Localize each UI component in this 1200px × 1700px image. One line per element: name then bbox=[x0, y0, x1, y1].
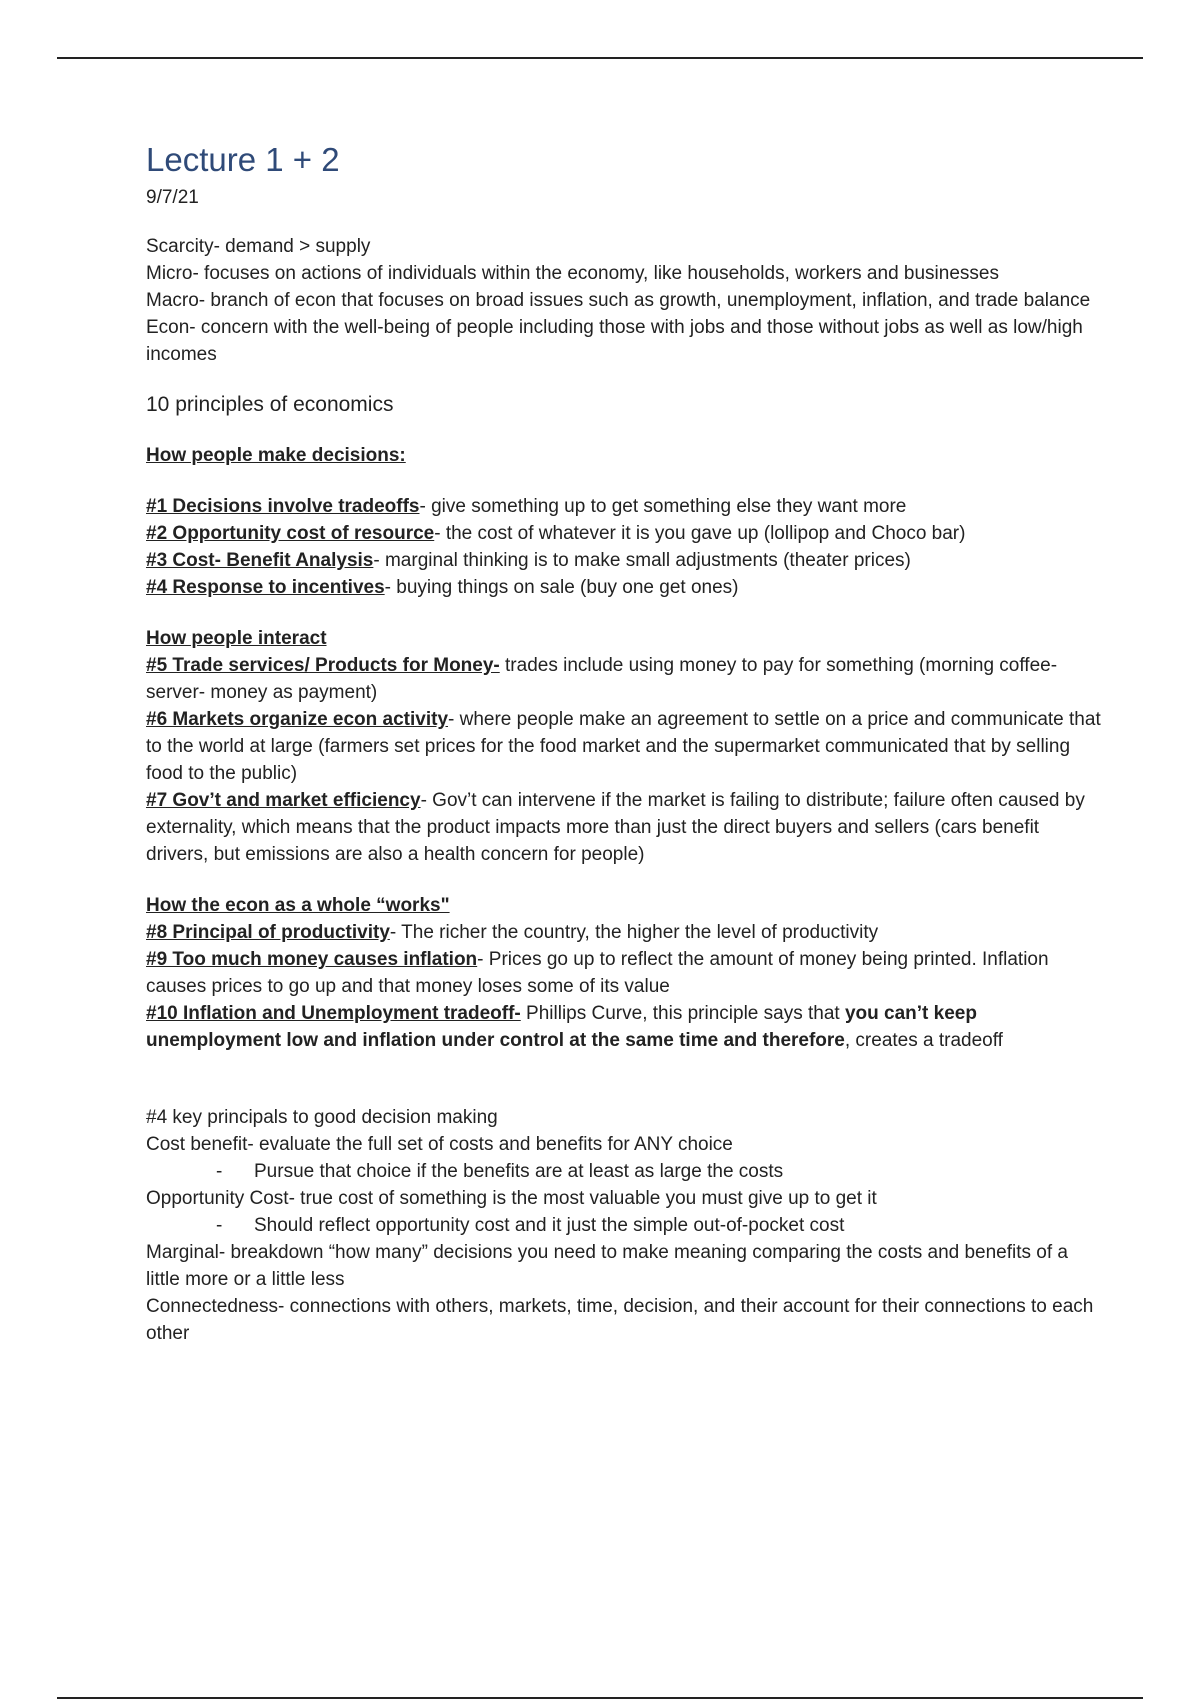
key-cost-benefit: Cost benefit- evaluate the full set of costs and benefits for ANY choice bbox=[146, 1134, 733, 1155]
key-opportunity: Opportunity Cost- true cost of something is the most valuable you must give up to get it bbox=[146, 1188, 877, 1209]
principle-9 bbox=[146, 946, 1106, 1000]
principle-10-text-a: Phillips Curve, this principle says that bbox=[520, 1003, 845, 1024]
principle-4 bbox=[146, 574, 1106, 601]
principle-2-head: #2 Opportunity cost of resource bbox=[146, 523, 435, 544]
bullet-text: Pursue that choice if the benefits are at least as large the costs bbox=[254, 1161, 784, 1182]
principle-6-text: - where people make an agreement to settle on a price and communicate that to the world at large (farmers set prices for the food market and the supermarket communicated that by selling food to the public) bbox=[146, 709, 1101, 784]
principle-8-head: #8 Principal of productivity bbox=[146, 922, 390, 943]
principle-5-head: #5 Trade services/ Products for Money- bbox=[146, 655, 500, 676]
principle-3-text: - marginal thinking is to make small adjustments (theater prices) bbox=[373, 550, 911, 571]
top-rule bbox=[57, 57, 1143, 59]
principle-4-text: - buying things on sale (buy one get ones) bbox=[384, 577, 739, 598]
principle-3 bbox=[146, 547, 1106, 574]
principle-9-head: #9 Too much money causes inflation bbox=[146, 949, 478, 970]
key-principals-heading: #4 key principals to good decision making bbox=[146, 1107, 498, 1128]
definition-scarcity: Scarcity- demand > supply bbox=[146, 236, 371, 257]
principle-6-head: #6 Markets organize econ activity bbox=[146, 709, 449, 730]
principle-2-text: - the cost of whatever it is you gave up (lollipop and Choco bar) bbox=[434, 523, 966, 544]
principle-5-text: trades include using money to pay for something (morning coffee- server- money as payment) bbox=[146, 655, 1058, 703]
principle-7-head: #7 Gov’t and market efficiency bbox=[146, 790, 421, 811]
definition-macro: Macro- branch of econ that focuses on broad issues such as growth, unemployment, inflation, and trade balance bbox=[146, 290, 1091, 311]
principle-7-text: - Gov’t can intervene if the market is failing to distribute; failure often caused by externality, which means that the product impacts more than just the direct buyers and sellers (cars benefit drivers, but emissions are also a health concern for people) bbox=[146, 790, 1085, 865]
section-heading-whole: How the econ as a whole “works" bbox=[146, 895, 450, 916]
principle-4-head: #4 Response to incentives bbox=[146, 577, 385, 598]
key-opportunity-bullet bbox=[146, 1212, 1106, 1239]
principle-3-head: #3 Cost- Benefit Analysis bbox=[146, 550, 374, 571]
principle-5 bbox=[146, 652, 1106, 706]
principle-10-text-b: , creates a tradeoff bbox=[844, 1030, 1003, 1051]
document-body bbox=[146, 140, 1106, 1347]
principle-8-text: - The richer the country, the higher the level of productivity bbox=[389, 922, 879, 943]
key-connectedness: Connectedness- connections with others, markets, time, decision, and their account for their connections to each other bbox=[146, 1296, 1094, 1344]
principle-6 bbox=[146, 706, 1106, 787]
section-heading-interact: How people interact bbox=[146, 628, 327, 649]
key-principals-block bbox=[146, 1104, 1106, 1347]
principle-7 bbox=[146, 787, 1106, 868]
definitions-block bbox=[146, 233, 1106, 368]
section-heading-decisions: How people make decisions: bbox=[146, 445, 406, 466]
principle-9-text: - Prices go up to reflect the amount of money being printed. Inflation causes prices to go up and that money loses some of its value bbox=[146, 949, 1049, 997]
definition-micro: Micro- focuses on actions of individuals within the economy, like households, workers and businesses bbox=[146, 263, 999, 284]
bullet-dash: - bbox=[216, 1161, 223, 1182]
section-whole bbox=[146, 892, 1106, 1054]
principle-1-text: - give something up to get something else they want more bbox=[419, 496, 907, 517]
principle-8 bbox=[146, 919, 1106, 946]
bullet-dash: - bbox=[216, 1215, 223, 1236]
page-title: Lecture 1 + 2 bbox=[146, 141, 340, 178]
definition-econ: Econ- concern with the well-being of people including those with jobs and those without jobs as well as low/high incomes bbox=[146, 317, 1083, 365]
principles-heading: 10 principles of economics bbox=[146, 393, 394, 416]
section-decisions bbox=[146, 442, 1106, 601]
principle-10-head: #10 Inflation and Unemployment tradeoff- bbox=[146, 1003, 521, 1024]
key-marginal: Marginal- breakdown “how many” decisions you need to make meaning comparing the costs and benefits of a little more or a little less bbox=[146, 1242, 1069, 1290]
bottom-rule bbox=[57, 1697, 1143, 1699]
lecture-date: 9/7/21 bbox=[146, 187, 199, 208]
section-interact bbox=[146, 625, 1106, 868]
principle-2 bbox=[146, 520, 1106, 547]
key-cost-benefit-bullet bbox=[146, 1158, 1106, 1185]
principle-10-bold: you can’t keep unemployment low and inflation under control at the same time and therefore bbox=[146, 1003, 977, 1051]
principle-1 bbox=[146, 493, 1106, 520]
principle-10 bbox=[146, 1000, 1106, 1054]
principle-1-head: #1 Decisions involve tradeoffs bbox=[146, 496, 420, 517]
bullet-text: Should reflect opportunity cost and it just the simple out-of-pocket cost bbox=[254, 1215, 845, 1236]
